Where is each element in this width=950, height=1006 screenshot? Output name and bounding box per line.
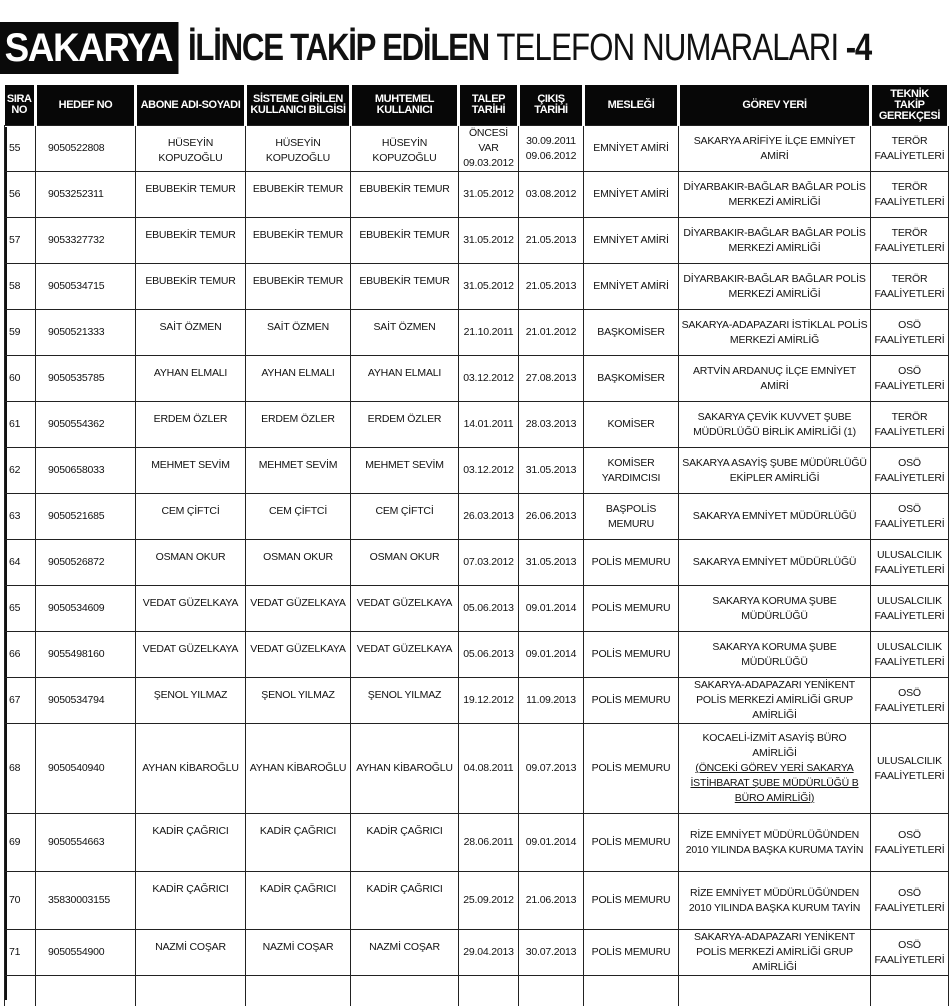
cell-talep-tarihi: 04.08.2011 <box>459 724 519 814</box>
cell-cikis-tarihi: 21.01.2012 <box>519 310 584 356</box>
cell-meslegi: BAŞPOLİS MEMURU <box>584 494 679 540</box>
cell-sisteme-girilen: VEDAT GÜZELKAYA <box>246 586 351 632</box>
cell-meslegi: EMNİYET AMİRİ <box>584 264 679 310</box>
cell-gorev-yeri: SAKARYA EMNİYET MÜDÜRLÜĞÜ <box>679 540 871 586</box>
cell-teknik-takip-gerekcesi: TERÖR FAALİYETLERİ <box>871 126 949 172</box>
header-sisteme-girilen: SİSTEME GİRİLEN KULLANICI BİLGİSİ <box>246 85 351 126</box>
cell-teknik-takip-gerekcesi: OSÖ FAALİYETLERİ <box>871 872 949 930</box>
gorev-yeri-text: KOCAELİ-İZMİT ASAYİŞ BÜRO AMİRLİĞİ <box>681 731 868 761</box>
title-text <box>188 27 871 70</box>
cell-talep-tarihi: 03.12.2012 <box>459 356 519 402</box>
cell-sira-no: 57 <box>5 218 36 264</box>
cell-meslegi: POLİS MEMURU <box>584 586 679 632</box>
table-row <box>5 402 949 448</box>
cell-cikis-tarihi: 27.08.2013 <box>519 356 584 402</box>
cell-teknik-takip-gerekcesi: OSÖ FAALİYETLERİ <box>871 448 949 494</box>
cell-gorev-yeri: DİYARBAKIR-BAĞLAR BAĞLAR POLİS MERKEZİ AMİRLİĞİ <box>679 218 871 264</box>
empty-cell <box>871 976 949 1006</box>
cell-abone: KADİR ÇAĞRICI <box>136 872 246 930</box>
table-row <box>5 814 949 872</box>
table-header-row <box>5 85 949 126</box>
table-row <box>5 356 949 402</box>
header-meslegi: MESLEĞİ <box>584 85 679 126</box>
cell-cikis-tarihi: 03.08.2012 <box>519 172 584 218</box>
cell-hedef-no: 9050534609 <box>36 586 136 632</box>
cell-muhtemel-kullanici: EBUBEKİR TEMUR <box>351 172 459 218</box>
cell-gorev-yeri: SAKARYA ÇEVİK KUVVET ŞUBE MÜDÜRLÜĞÜ BİRLİK AMİRLİĞİ (1) <box>679 402 871 448</box>
cell-hedef-no: 9050522808 <box>36 126 136 172</box>
cell-hedef-no: 9050526872 <box>36 540 136 586</box>
cell-sisteme-girilen: MEHMET SEVİM <box>246 448 351 494</box>
cell-sira-no: 71 <box>5 930 36 976</box>
cell-sisteme-girilen: KADİR ÇAĞRICI <box>246 872 351 930</box>
table-row <box>5 218 949 264</box>
cell-talep-tarihi: 28.06.2011 <box>459 814 519 872</box>
cell-talep-tarihi: 07.03.2012 <box>459 540 519 586</box>
cell-cikis-tarihi: 30.09.2011 09.06.2012 <box>519 126 584 172</box>
cell-muhtemel-kullanici: AYHAN ELMALI <box>351 356 459 402</box>
cell-hedef-no: 9050534715 <box>36 264 136 310</box>
cell-muhtemel-kullanici: OSMAN OKUR <box>351 540 459 586</box>
cell-sira-no: 69 <box>5 814 36 872</box>
header-abone: ABONE ADI-SOYADI <box>136 85 246 126</box>
cell-sisteme-girilen: AYHAN ELMALI <box>246 356 351 402</box>
cell-talep-tarihi: 31.05.2012 <box>459 218 519 264</box>
header-gorev-yeri: GÖREV YERİ <box>679 85 871 126</box>
cell-gorev-yeri: SAKARYA-ADAPAZARI YENİKENT POLİS MERKEZİ AMİRLİĞİ GRUP AMİRLİĞİ <box>679 678 871 724</box>
cell-talep-tarihi: 25.09.2012 <box>459 872 519 930</box>
cell-sira-no: 68 <box>5 724 36 814</box>
cell-hedef-no: 9050554362 <box>36 402 136 448</box>
cell-meslegi: KOMİSER YARDIMCISI <box>584 448 679 494</box>
cell-meslegi: POLİS MEMURU <box>584 678 679 724</box>
cell-talep-tarihi: 19.12.2012 <box>459 678 519 724</box>
cell-cikis-tarihi: 09.01.2014 <box>519 586 584 632</box>
table-row-partial <box>5 976 949 1006</box>
cell-sira-no: 65 <box>5 586 36 632</box>
empty-cell <box>679 976 871 1006</box>
cell-muhtemel-kullanici: HÜSEYİN KOPUZOĞLU <box>351 126 459 172</box>
cell-abone: EBUBEKİR TEMUR <box>136 172 246 218</box>
cell-meslegi: POLİS MEMURU <box>584 814 679 872</box>
cell-teknik-takip-gerekcesi: OSÖ FAALİYETLERİ <box>871 494 949 540</box>
cell-sisteme-girilen: SAİT ÖZMEN <box>246 310 351 356</box>
cell-teknik-takip-gerekcesi: ULUSALCILIK FAALİYETLERİ <box>871 632 949 678</box>
cell-meslegi: POLİS MEMURU <box>584 872 679 930</box>
header-talep-tarihi: TALEP TARİHİ <box>459 85 519 126</box>
cell-muhtemel-kullanici: SAİT ÖZMEN <box>351 310 459 356</box>
cell-abone: EBUBEKİR TEMUR <box>136 218 246 264</box>
cell-cikis-tarihi: 31.05.2013 <box>519 540 584 586</box>
cell-hedef-no: 9050540940 <box>36 724 136 814</box>
gorev-yeri-note: (ÖNCEKİ GÖREV YERİ SAKARYA İSTİHBARAT ŞUBE MÜDÜRLÜĞÜ B BÜRO AMİRLİĞİ) <box>681 761 868 806</box>
cell-abone: ŞENOL YILMAZ <box>136 678 246 724</box>
page-title <box>0 22 950 74</box>
cell-sisteme-girilen: EBUBEKİR TEMUR <box>246 218 351 264</box>
table-row <box>5 586 949 632</box>
empty-cell <box>584 976 679 1006</box>
cell-cikis-tarihi: 21.05.2013 <box>519 218 584 264</box>
cell-teknik-takip-gerekcesi: TERÖR FAALİYETLERİ <box>871 218 949 264</box>
cell-sira-no: 67 <box>5 678 36 724</box>
cell-gorev-yeri: RİZE EMNİYET MÜDÜRLÜĞÜNDEN 2010 YILINDA BAŞKA KURUM TAYİN <box>679 872 871 930</box>
cell-meslegi: POLİS MEMURU <box>584 632 679 678</box>
cell-teknik-takip-gerekcesi: OSÖ FAALİYETLERİ <box>871 930 949 976</box>
cell-muhtemel-kullanici: CEM ÇİFTCİ <box>351 494 459 540</box>
cell-abone: SAİT ÖZMEN <box>136 310 246 356</box>
cell-hedef-no: 9050521333 <box>36 310 136 356</box>
cell-meslegi: POLİS MEMURU <box>584 724 679 814</box>
cell-teknik-takip-gerekcesi: ULUSALCILIK FAALİYETLERİ <box>871 540 949 586</box>
cell-meslegi: POLİS MEMURU <box>584 540 679 586</box>
cell-hedef-no: 9053327732 <box>36 218 136 264</box>
cell-hedef-no: 9050658033 <box>36 448 136 494</box>
cell-talep-tarihi: 05.06.2013 <box>459 586 519 632</box>
table-row <box>5 264 949 310</box>
header-teknik-takip: TEKNİK TAKİP GEREKÇESİ <box>871 85 949 126</box>
table-row <box>5 930 949 976</box>
cell-sisteme-girilen: VEDAT GÜZELKAYA <box>246 632 351 678</box>
cell-talep-tarihi: ÖNCESİ VAR 09.03.2012 <box>459 126 519 172</box>
cell-sisteme-girilen: CEM ÇİFTCİ <box>246 494 351 540</box>
cell-teknik-takip-gerekcesi: TERÖR FAALİYETLERİ <box>871 172 949 218</box>
cell-hedef-no: 9050554663 <box>36 814 136 872</box>
cell-gorev-yeri: SAKARYA EMNİYET MÜDÜRLÜĞÜ <box>679 494 871 540</box>
cell-teknik-takip-gerekcesi: TERÖR FAALİYETLERİ <box>871 402 949 448</box>
cell-gorev-yeri: DİYARBAKIR-BAĞLAR BAĞLAR POLİS MERKEZİ AMİRLİĞİ <box>679 172 871 218</box>
cell-muhtemel-kullanici: ŞENOL YILMAZ <box>351 678 459 724</box>
cell-muhtemel-kullanici: KADİR ÇAĞRICI <box>351 814 459 872</box>
header-hedef-no: HEDEF NO <box>36 85 136 126</box>
header-muhtemel-kullanici: MUHTEMEL KULLANICI <box>351 85 459 126</box>
cell-sira-no: 58 <box>5 264 36 310</box>
cell-talep-tarihi: 31.05.2012 <box>459 172 519 218</box>
header-cikis-tarihi: ÇIKIŞ TARİHİ <box>519 85 584 126</box>
cell-teknik-takip-gerekcesi: ULUSALCILIK FAALİYETLERİ <box>871 724 949 814</box>
cell-cikis-tarihi: 31.05.2013 <box>519 448 584 494</box>
title-regular-part: TELEFON NUMARALARI <box>497 27 839 69</box>
table-row <box>5 448 949 494</box>
cell-sisteme-girilen: HÜSEYİN KOPUZOĞLU <box>246 126 351 172</box>
cell-sira-no: 55 <box>5 126 36 172</box>
table-row <box>5 678 949 724</box>
table-row <box>5 310 949 356</box>
phone-records-table <box>4 85 950 1006</box>
cell-sisteme-girilen: ŞENOL YILMAZ <box>246 678 351 724</box>
table-row <box>5 632 949 678</box>
cell-teknik-takip-gerekcesi: OSÖ FAALİYETLERİ <box>871 678 949 724</box>
cell-abone: CEM ÇİFTCİ <box>136 494 246 540</box>
cell-abone: HÜSEYİN KOPUZOĞLU <box>136 126 246 172</box>
cell-talep-tarihi: 14.01.2011 <box>459 402 519 448</box>
cell-sisteme-girilen: EBUBEKİR TEMUR <box>246 264 351 310</box>
cell-cikis-tarihi: 09.01.2014 <box>519 632 584 678</box>
empty-cell <box>5 976 36 1006</box>
cell-abone: OSMAN OKUR <box>136 540 246 586</box>
table-row <box>5 126 949 172</box>
table-row <box>5 494 949 540</box>
empty-cell <box>519 976 584 1006</box>
title-bold-part: İLİNCE TAKİP EDİLEN <box>188 27 489 69</box>
empty-cell <box>351 976 459 1006</box>
cell-abone: KADİR ÇAĞRICI <box>136 814 246 872</box>
cell-hedef-no: 9055498160 <box>36 632 136 678</box>
cell-gorev-yeri: SAKARYA ARİFİYE İLÇE EMNİYET AMİRİ <box>679 126 871 172</box>
cell-muhtemel-kullanici: VEDAT GÜZELKAYA <box>351 632 459 678</box>
cell-abone: VEDAT GÜZELKAYA <box>136 586 246 632</box>
cell-cikis-tarihi: 21.06.2013 <box>519 872 584 930</box>
cell-sira-no: 70 <box>5 872 36 930</box>
cell-sisteme-girilen: OSMAN OKUR <box>246 540 351 586</box>
cell-teknik-takip-gerekcesi: ULUSALCILIK FAALİYETLERİ <box>871 586 949 632</box>
empty-cell <box>36 976 136 1006</box>
cell-sira-no: 63 <box>5 494 36 540</box>
cell-sira-no: 56 <box>5 172 36 218</box>
cell-teknik-takip-gerekcesi: TERÖR FAALİYETLERİ <box>871 264 949 310</box>
cell-gorev-yeri: ARTVİN ARDANUÇ İLÇE EMNİYET AMİRİ <box>679 356 871 402</box>
cell-cikis-tarihi: 21.05.2013 <box>519 264 584 310</box>
cell-cikis-tarihi: 09.01.2014 <box>519 814 584 872</box>
cell-sira-no: 66 <box>5 632 36 678</box>
cell-cikis-tarihi: 28.03.2013 <box>519 402 584 448</box>
empty-cell <box>459 976 519 1006</box>
cell-cikis-tarihi: 09.07.2013 <box>519 724 584 814</box>
cell-teknik-takip-gerekcesi: OSÖ FAALİYETLERİ <box>871 310 949 356</box>
cell-hedef-no: 9050554900 <box>36 930 136 976</box>
cell-cikis-tarihi: 11.09.2013 <box>519 678 584 724</box>
title-highlight: SAKARYA <box>0 22 179 74</box>
cell-sisteme-girilen: ERDEM ÖZLER <box>246 402 351 448</box>
empty-cell <box>136 976 246 1006</box>
cell-abone: AYHAN KİBAROĞLU <box>136 724 246 814</box>
cell-meslegi: EMNİYET AMİRİ <box>584 126 679 172</box>
cell-sira-no: 61 <box>5 402 36 448</box>
cell-hedef-no: 9053252311 <box>36 172 136 218</box>
cell-muhtemel-kullanici: AYHAN KİBAROĞLU <box>351 724 459 814</box>
cell-sira-no: 60 <box>5 356 36 402</box>
table-row <box>5 724 949 814</box>
cell-muhtemel-kullanici: ERDEM ÖZLER <box>351 402 459 448</box>
cell-talep-tarihi: 21.10.2011 <box>459 310 519 356</box>
cell-hedef-no: 35830003155 <box>36 872 136 930</box>
cell-abone: AYHAN ELMALI <box>136 356 246 402</box>
cell-muhtemel-kullanici: EBUBEKİR TEMUR <box>351 218 459 264</box>
cell-muhtemel-kullanici: NAZMİ COŞAR <box>351 930 459 976</box>
cell-gorev-yeri: SAKARYA KORUMA ŞUBE MÜDÜRLÜĞÜ <box>679 632 871 678</box>
cell-meslegi: BAŞKOMİSER <box>584 310 679 356</box>
cell-talep-tarihi: 31.05.2012 <box>459 264 519 310</box>
table-row <box>5 872 949 930</box>
cell-abone: NAZMİ COŞAR <box>136 930 246 976</box>
cell-meslegi: POLİS MEMURU <box>584 930 679 976</box>
table-body <box>5 126 949 1006</box>
cell-meslegi: KOMİSER <box>584 402 679 448</box>
cell-teknik-takip-gerekcesi: OSÖ FAALİYETLERİ <box>871 814 949 872</box>
cell-abone: EBUBEKİR TEMUR <box>136 264 246 310</box>
cell-hedef-no: 9050534794 <box>36 678 136 724</box>
cell-cikis-tarihi: 30.07.2013 <box>519 930 584 976</box>
cell-gorev-yeri <box>679 724 871 814</box>
cell-gorev-yeri: SAKARYA ASAYİŞ ŞUBE MÜDÜRLÜĞÜ EKİPLER AMİRLİĞİ <box>679 448 871 494</box>
cell-talep-tarihi: 03.12.2012 <box>459 448 519 494</box>
cell-hedef-no: 9050535785 <box>36 356 136 402</box>
cell-sira-no: 59 <box>5 310 36 356</box>
cell-sisteme-girilen: KADİR ÇAĞRICI <box>246 814 351 872</box>
cell-abone: MEHMET SEVİM <box>136 448 246 494</box>
cell-sisteme-girilen: NAZMİ COŞAR <box>246 930 351 976</box>
cell-muhtemel-kullanici: MEHMET SEVİM <box>351 448 459 494</box>
cell-gorev-yeri: SAKARYA-ADAPAZARI İSTİKLAL POLİS MERKEZİ AMİRLİĞ <box>679 310 871 356</box>
cell-meslegi: BAŞKOMİSER <box>584 356 679 402</box>
cell-meslegi: EMNİYET AMİRİ <box>584 218 679 264</box>
phone-records-table-container <box>4 85 948 1006</box>
cell-meslegi: EMNİYET AMİRİ <box>584 172 679 218</box>
cell-muhtemel-kullanici: KADİR ÇAĞRICI <box>351 872 459 930</box>
header-sira-no: SIRA NO <box>5 85 36 126</box>
cell-talep-tarihi: 26.03.2013 <box>459 494 519 540</box>
cell-gorev-yeri: DİYARBAKIR-BAĞLAR BAĞLAR POLİS MERKEZİ AMİRLİĞİ <box>679 264 871 310</box>
cell-sisteme-girilen: AYHAN KİBAROĞLU <box>246 724 351 814</box>
cell-hedef-no: 9050521685 <box>36 494 136 540</box>
cell-muhtemel-kullanici: VEDAT GÜZELKAYA <box>351 586 459 632</box>
cell-talep-tarihi: 29.04.2013 <box>459 930 519 976</box>
cell-muhtemel-kullanici: EBUBEKİR TEMUR <box>351 264 459 310</box>
cell-abone: ERDEM ÖZLER <box>136 402 246 448</box>
cell-teknik-takip-gerekcesi: OSÖ FAALİYETLERİ <box>871 356 949 402</box>
table-row <box>5 540 949 586</box>
cell-gorev-yeri: SAKARYA-ADAPAZARI YENİKENT POLİS MERKEZİ AMİRLİĞİ GRUP AMİRLİĞİ <box>679 930 871 976</box>
title-suffix: -4 <box>846 27 871 69</box>
cell-gorev-yeri: RİZE EMNİYET MÜDÜRLÜĞÜNDEN 2010 YILINDA BAŞKA KURUMA TAYİN <box>679 814 871 872</box>
cell-talep-tarihi: 05.06.2013 <box>459 632 519 678</box>
cell-cikis-tarihi: 26.06.2013 <box>519 494 584 540</box>
empty-cell <box>246 976 351 1006</box>
cell-sira-no: 62 <box>5 448 36 494</box>
cell-sisteme-girilen: EBUBEKİR TEMUR <box>246 172 351 218</box>
cell-abone: VEDAT GÜZELKAYA <box>136 632 246 678</box>
cell-sira-no: 64 <box>5 540 36 586</box>
table-row <box>5 172 949 218</box>
cell-gorev-yeri: SAKARYA KORUMA ŞUBE MÜDÜRLÜĞÜ <box>679 586 871 632</box>
